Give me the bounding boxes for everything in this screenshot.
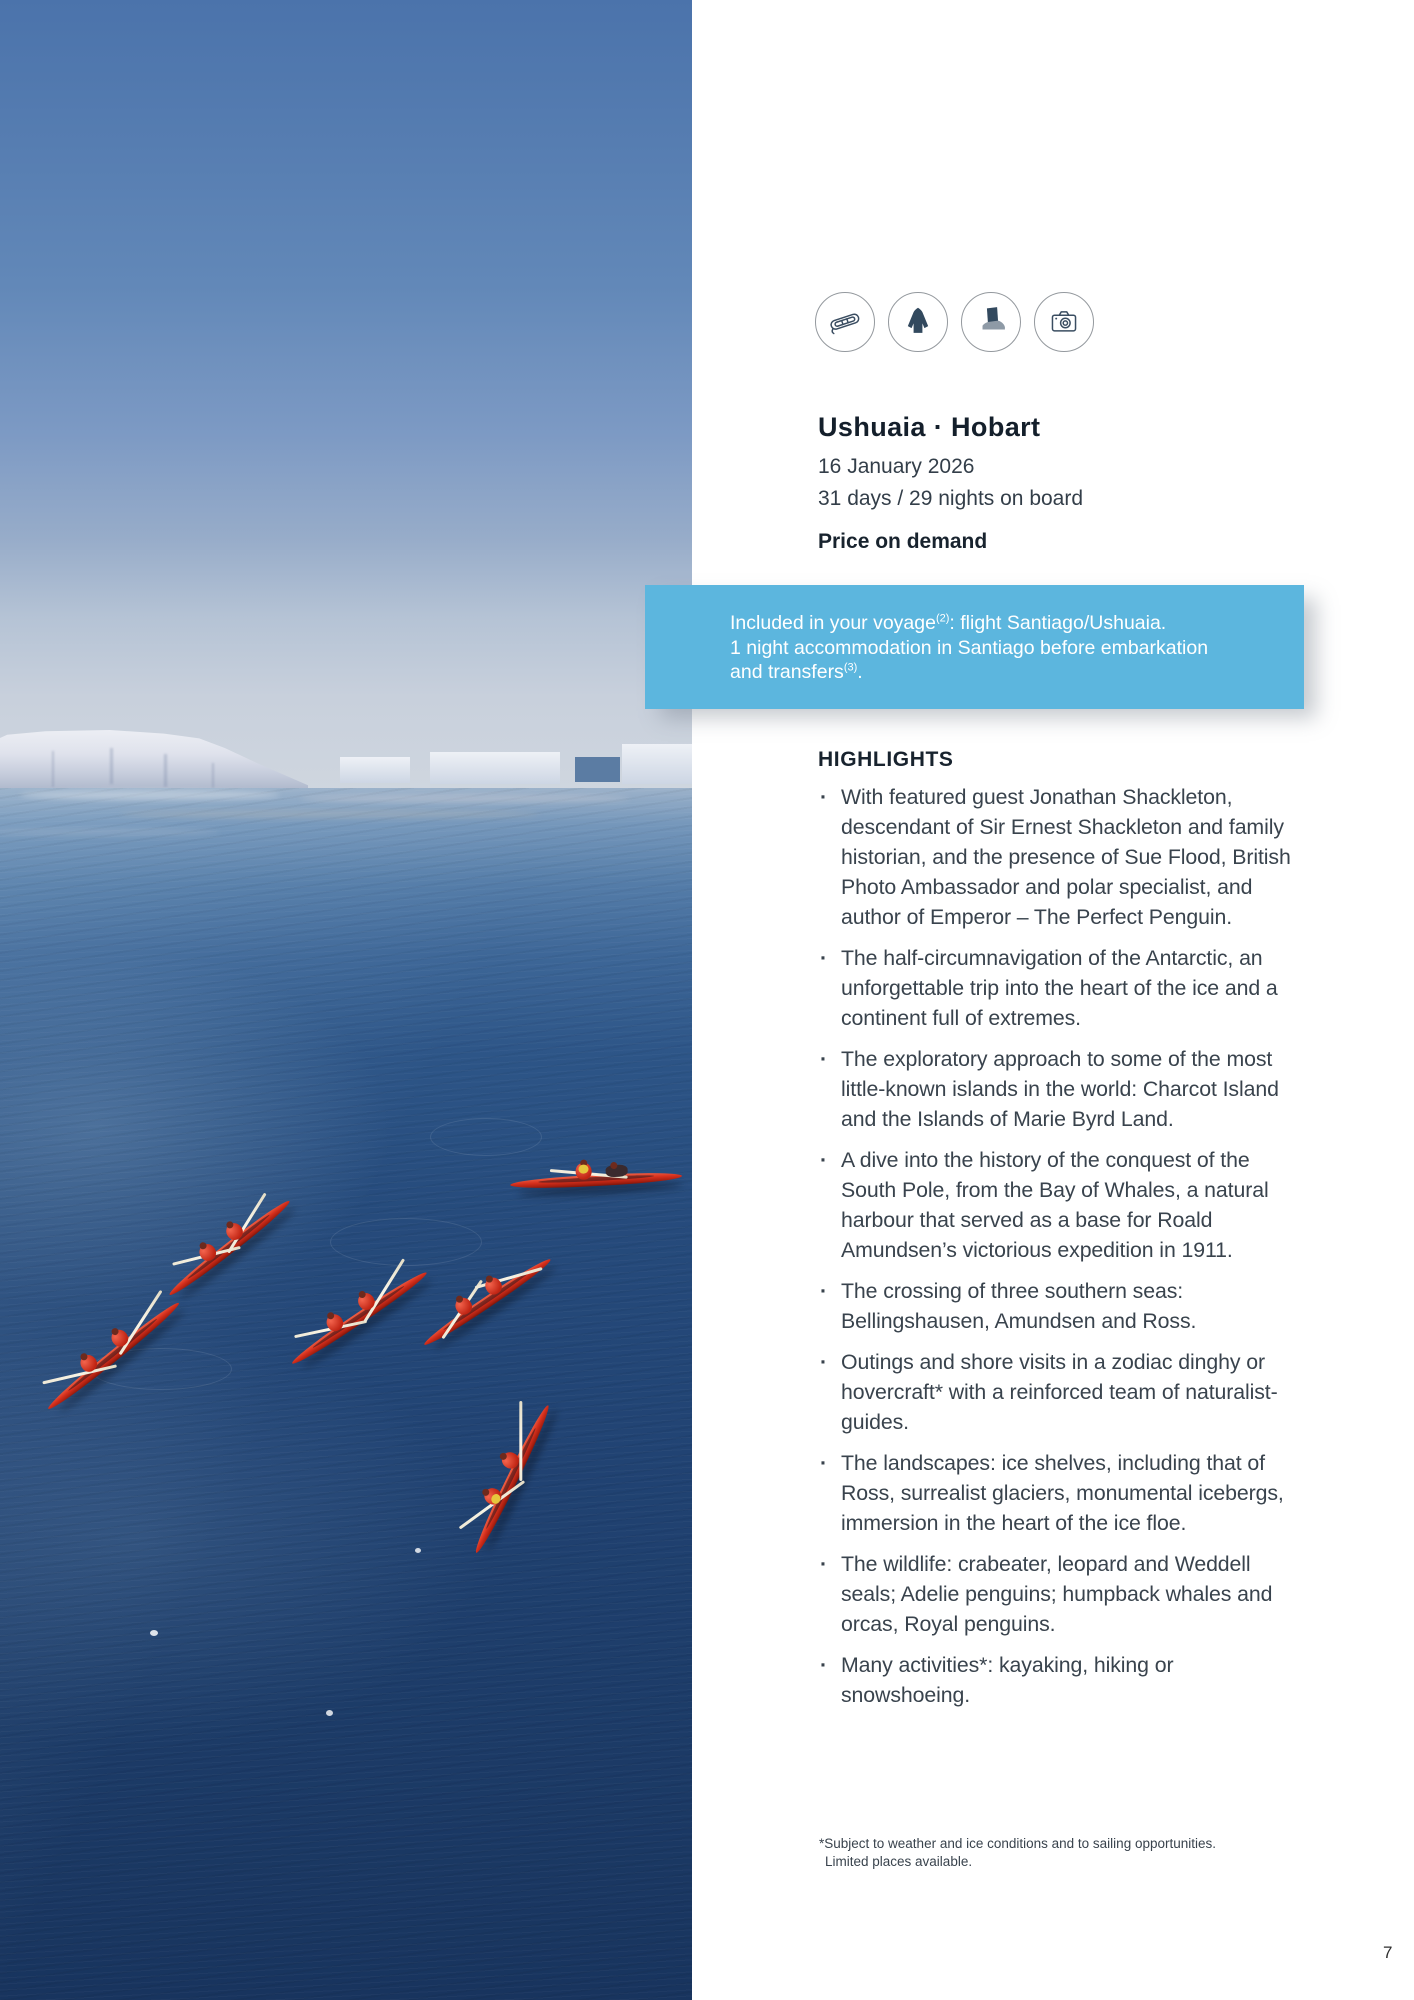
zodiac-icon [815, 292, 875, 352]
distant-iceberg [622, 744, 692, 784]
ocean [0, 788, 692, 2000]
activity-icons-row [815, 292, 1094, 352]
included-note-text: Included in your voyage$^{(2)}$: flight Santiago/Ushuaia. 1 night accommodation in Santiago before embarkation and transfers$^{(3)}$. [730, 612, 1209, 683]
boots-icon [961, 292, 1021, 352]
camera-icon [1034, 292, 1094, 352]
sky [0, 0, 692, 792]
highlight-item: · The exploratory approach to some of the most little-known islands in the world: Charcot Island and the Islands of Marie Byrd Land. [818, 1044, 1296, 1134]
highlight-item: · The half-circumnavigation of the Antarctic, an unforgettable trip into the heart of the ice and a continent full of extremes. [818, 943, 1296, 1033]
distant-iceberg [340, 757, 410, 783]
highlight-item: · A dive into the history of the conquest of the South Pole, from the Bay of Whales, a natural harbour that served as a base for Roald Amundsen’s victorious expedition in 1911. [818, 1145, 1296, 1265]
parka-icon [888, 292, 948, 352]
footnote-line: Limited places available. [825, 1853, 973, 1869]
price-label: Price on demand [818, 530, 988, 553]
page-number: 7 [1383, 1943, 1393, 1962]
highlight-item: · The landscapes: ice shelves, including that of Ross, surrealist glaciers, monumental icebergs, immersion in the heart of the ice floe. [818, 1448, 1296, 1538]
highlight-item: · With featured guest Jonathan Shackleton, descendant of Sir Ernest Shackleton and family historian, and the presence of Sue Flood, British Photo Ambassador and polar specialist, and author of Emperor – The Perfect Penguin. [818, 782, 1296, 932]
distant-iceberg [575, 757, 620, 782]
departure-date: 16 January 2026 [818, 455, 975, 478]
highlight-item: · The crossing of three southern seas: Bellingshausen, Amundsen and Ross. [818, 1276, 1296, 1336]
duration: 31 days / 29 nights on board [818, 487, 1084, 510]
highlight-item: · Many activities*: kayaking, hiking or snowshoeing. [818, 1650, 1296, 1710]
content-panel [692, 0, 1414, 2000]
antarctic-kayaking-photo [0, 0, 692, 2000]
distant-iceberg [430, 752, 560, 784]
highlight-item: · The wildlife: crabeater, leopard and Weddell seals; Adelie penguins; humpback whales and orcas, Royal penguins. [818, 1549, 1296, 1639]
included-note-box [645, 585, 1304, 709]
route-title: Ushuaia · Hobart [818, 412, 1041, 442]
footnote-line: *Subject to weather and ice conditions and to sailing opportunities. [819, 1836, 1217, 1851]
highlights-list [818, 782, 1296, 1721]
highlight-item: · Outings and shore visits in a zodiac dinghy or hovercraft* with a reinforced team of naturalist-guides. [818, 1347, 1296, 1437]
highlights-heading: HIGHLIGHTS [818, 748, 954, 771]
footnote [819, 1835, 1216, 1870]
